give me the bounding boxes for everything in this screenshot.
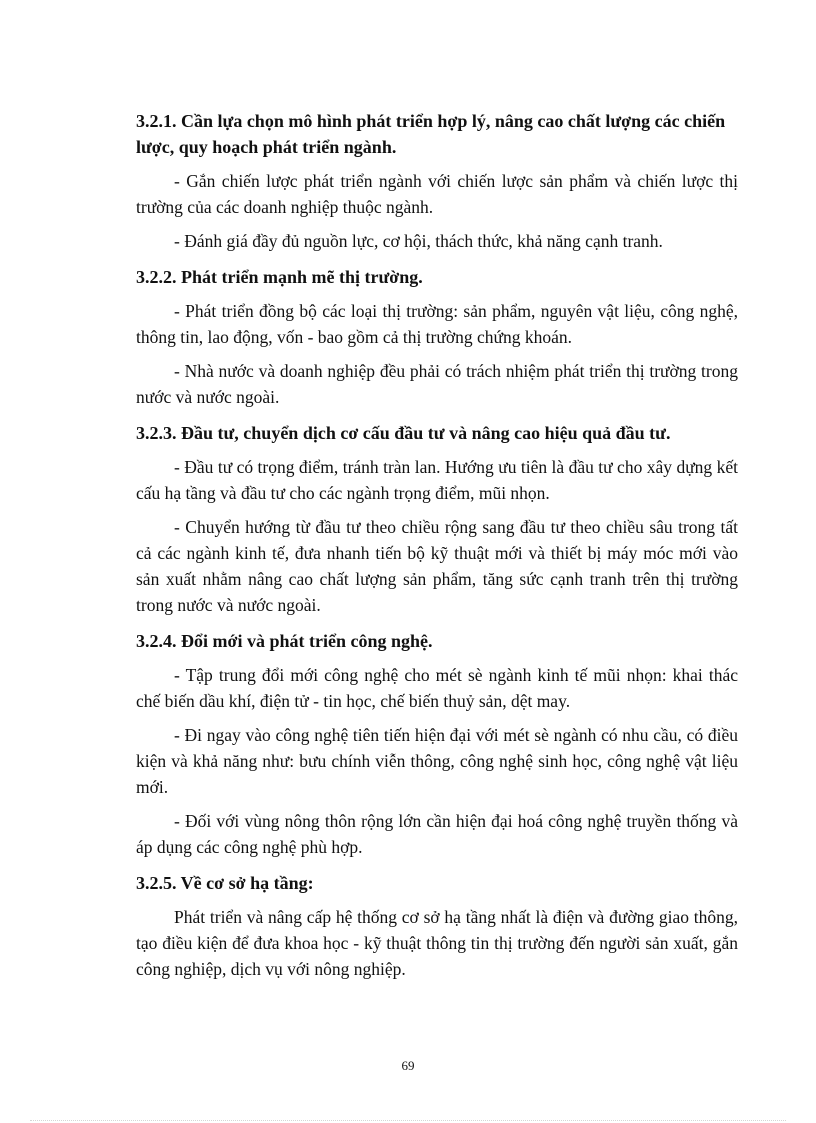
paragraph: - Chuyển hướng từ đầu tư theo chiều rộng sang đầu tư theo chiều sâu trong tất cả các ngành kinh tế, đưa nhanh tiến bộ kỹ thuật mới và thiết bị máy móc mới vào sản xuất nhằm nâng cao chất lượng sản phẩm, tăng sức cạnh tranh trên thị trường trong nước và nước ngoài. xyxy=(136,517,738,615)
paragraph: - Gắn chiến lược phát triển ngành với chiến lược sản phẩm và chiến lược thị trường của các doanh nghiệp thuộc ngành. xyxy=(136,171,738,217)
paragraph: - Nhà nước và doanh nghiệp đều phải có trách nhiệm phát triển thị trường trong nước và nước ngoài. xyxy=(136,361,738,407)
page-number: 69 xyxy=(401,1058,415,1073)
paragraph: - Đối với vùng nông thôn rộng lớn cần hiện đại hoá công nghệ truyền thống và áp dụng các công nghệ phù hợp. xyxy=(136,811,738,857)
paragraph: - Đầu tư có trọng điểm, tránh tràn lan. Hướng ưu tiên là đầu tư cho xây dựng kết cấu hạ tầng và đầu tư cho các ngành trọng điểm, mũi nhọn. xyxy=(136,457,738,503)
page-bottom-divider xyxy=(30,1120,786,1121)
document-page-body xyxy=(136,108,738,990)
paragraph: - Phát triển đồng bộ các loại thị trường: sản phẩm, nguyên vật liệu, công nghệ, thông tin, lao động, vốn - bao gồm cả thị trường chứng khoán. xyxy=(136,301,738,347)
paragraph: - Đánh giá đầy đủ nguồn lực, cơ hội, thách thức, khả năng cạnh tranh. xyxy=(174,231,663,251)
paragraph: - Đi ngay vào công nghệ tiên tiến hiện đại với mét sè ngành có nhu cầu, có điều kiện và khả năng như: bưu chính viễn thông, công nghệ sinh học, công nghệ vật liệu mới. xyxy=(136,725,738,797)
section-heading-3-2-1: 3.2.1. Cần lựa chọn mô hình phát triển hợp lý, nâng cao chất lượng các chiến lược, quy hoạch phát triển ngành. xyxy=(136,111,726,157)
paragraph: Phát triển và nâng cấp hệ thống cơ sở hạ tầng nhất là điện và đường giao thông, tạo điều kiện để đưa khoa học - kỹ thuật thông tin thị trường đến người sản xuất, gắn công nghiệp, dịch vụ với nông nghiệp. xyxy=(136,907,738,979)
section-heading-3-2-5: 3.2.5. Về cơ sở hạ tầng: xyxy=(136,873,314,893)
section-heading-3-2-2: 3.2.2. Phát triển mạnh mẽ thị trường. xyxy=(136,267,423,287)
section-heading-3-2-3: 3.2.3. Đầu tư, chuyển dịch cơ cấu đầu tư và nâng cao hiệu quả đầu tư. xyxy=(136,423,671,443)
paragraph: - Tập trung đổi mới công nghệ cho mét sè ngành kinh tế mũi nhọn: khai thác chế biến dầu khí, điện tử - tin học, chế biến thuỷ sản, dệt may. xyxy=(136,665,738,711)
section-heading-3-2-4: 3.2.4. Đổi mới và phát triển công nghệ. xyxy=(136,631,433,651)
